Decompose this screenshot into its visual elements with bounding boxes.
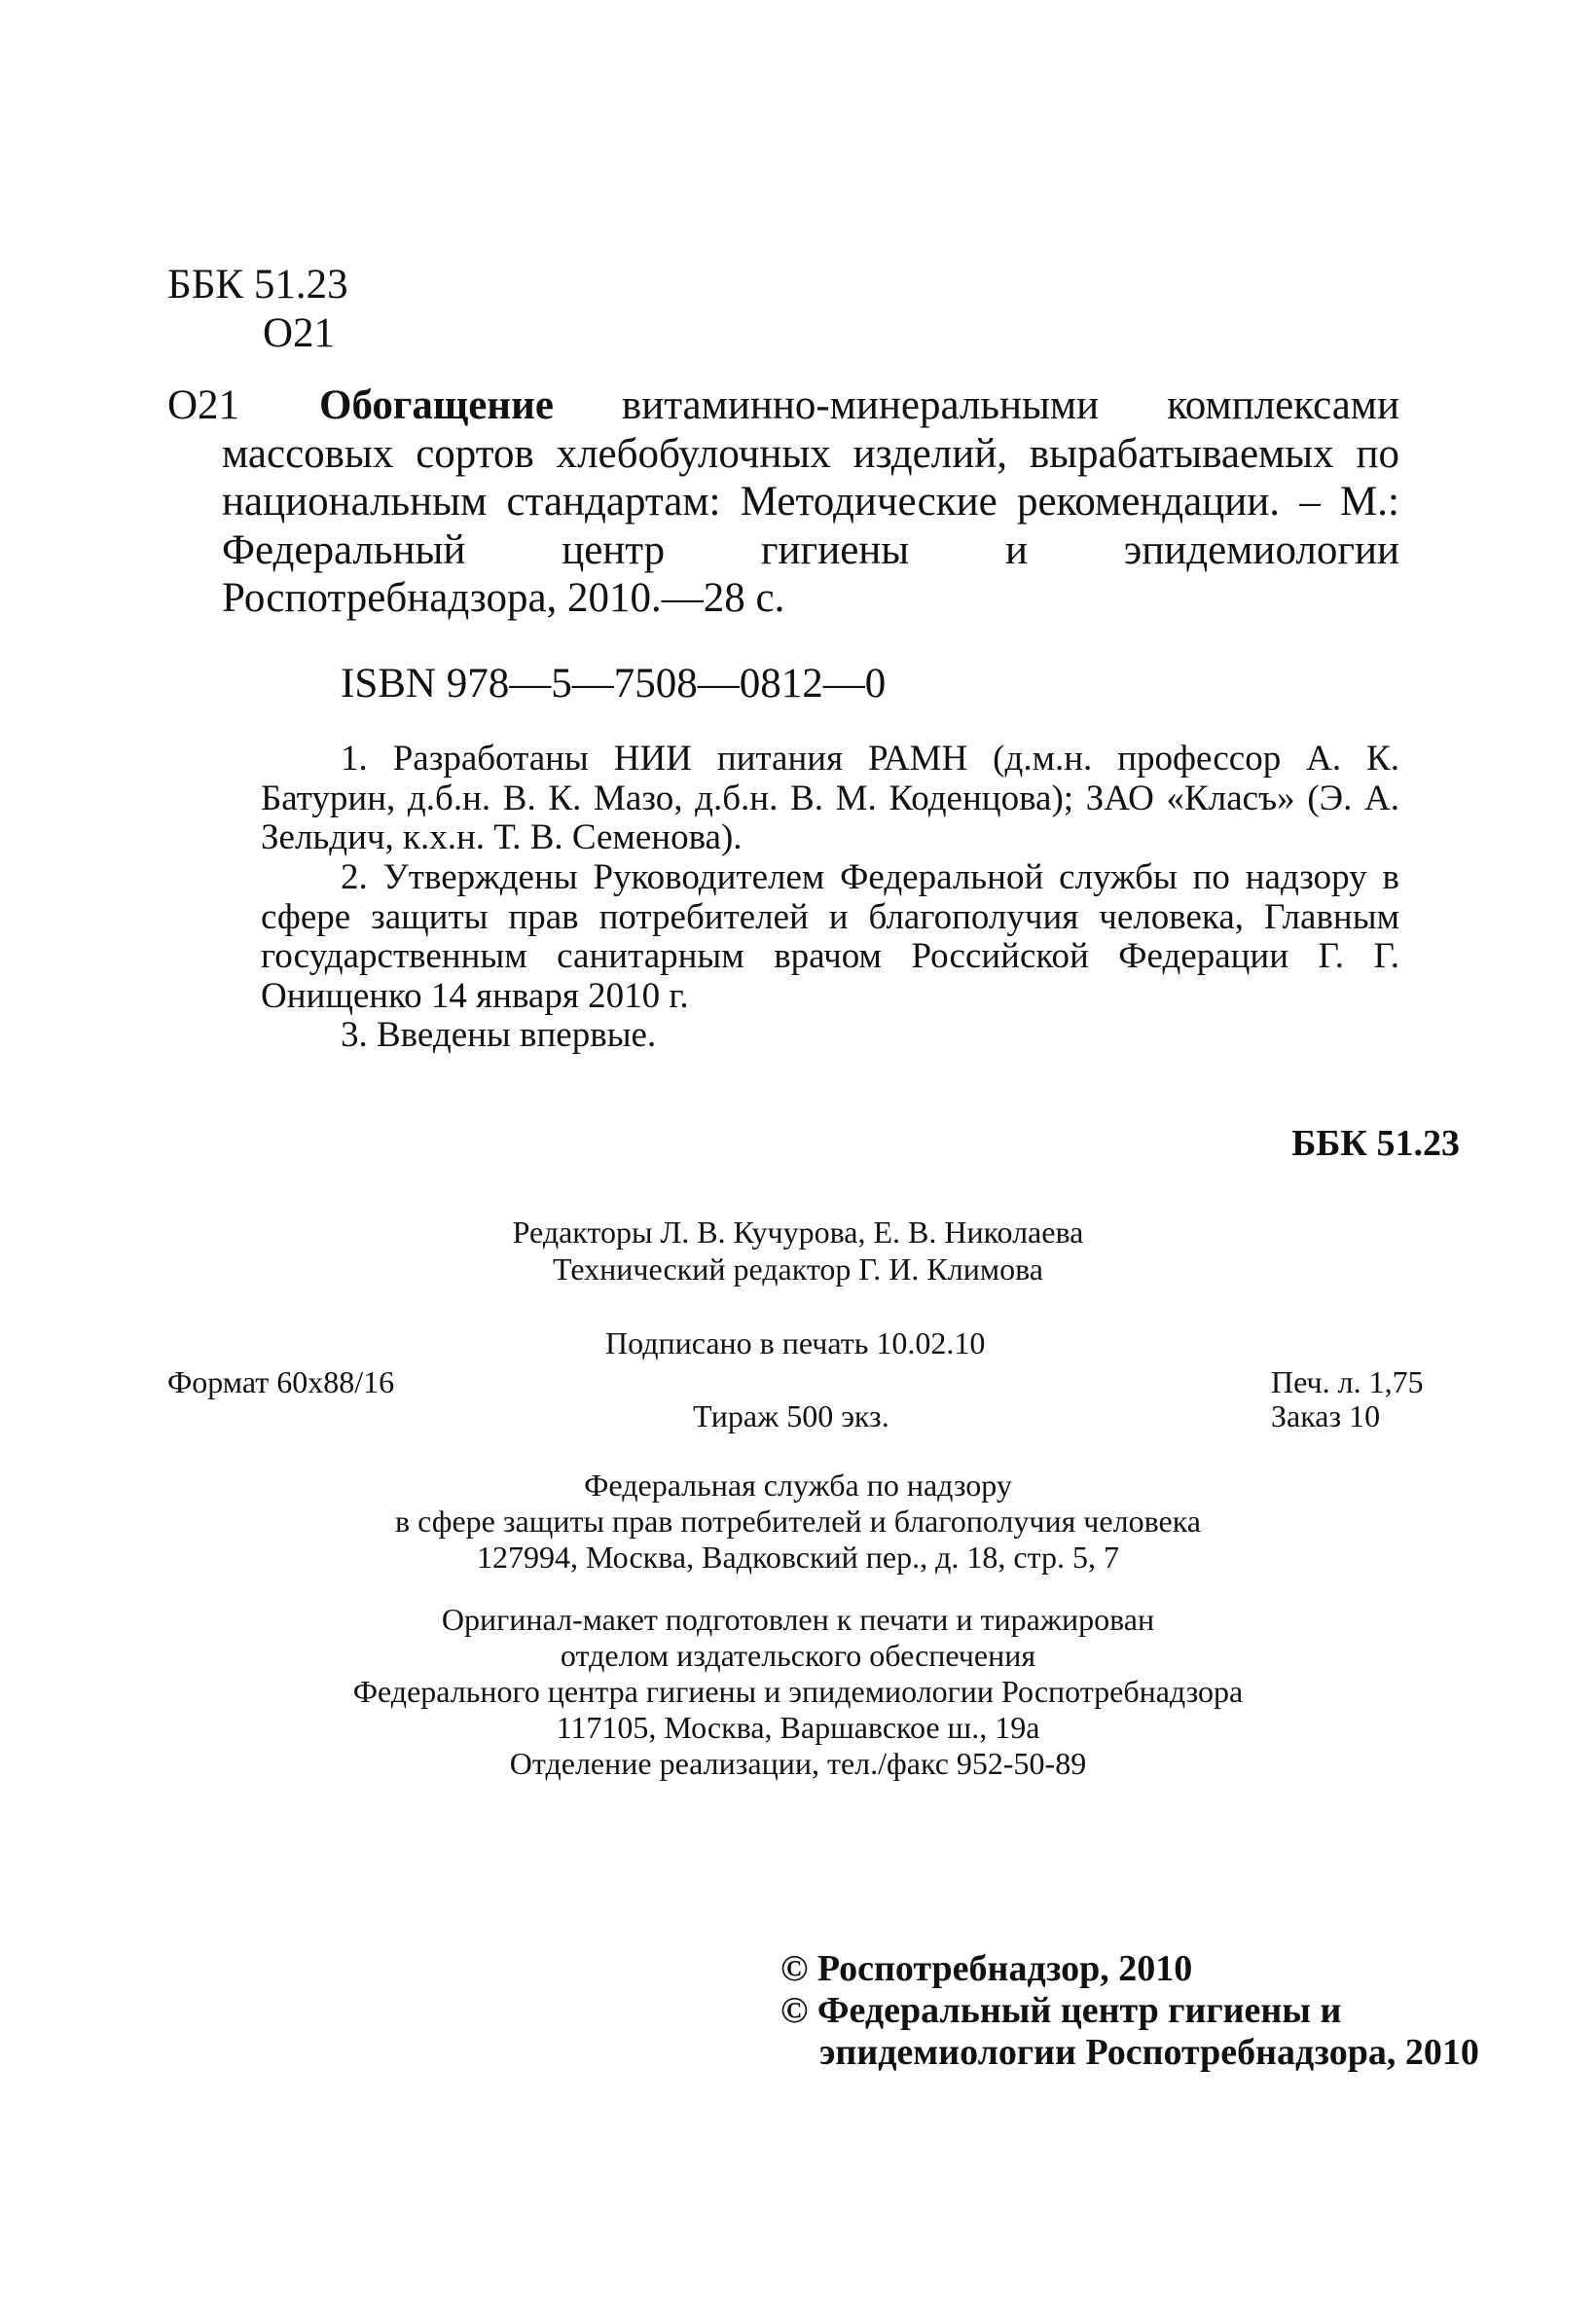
entry-title-rest: витаминно-минеральными комплексами массовых сортов хлебобулочных изделий, вырабатываемых по национальным стандартам: Методические рекомендации. – М.: Федеральный центр гигиены и эпидемиологии Роспотребнадзора, 2010.—28 с. — [222, 382, 1399, 621]
printer-line-1: Оригинал-макет подготовлен к печати и тиражирован — [441, 1602, 1155, 1637]
note-3: 3. Введены впервые. — [341, 1015, 657, 1055]
entry-text — [222, 381, 1399, 623]
tech-editor: Технический редактор Г. И. Климова — [553, 1251, 1043, 1287]
printer-line-3: Федерального центра гигиены и эпидемиологии Роспотребнадзора — [352, 1674, 1244, 1709]
print-run: Тираж 500 экз. — [693, 1398, 889, 1433]
printed-sheets: Печ. л. 1,75 — [1271, 1364, 1424, 1399]
publisher-line-3: 127994, Москва, Вадковский пер., д. 18, стр. 5, 7 — [477, 1540, 1119, 1575]
signed-to-print: Подписано в печать 10.02.10 — [605, 1325, 986, 1360]
editors: Редакторы Л. В. Кучурова, Е. В. Николаева — [512, 1214, 1084, 1250]
copyright-line-2: © Федеральный центр гигиены и — [780, 1990, 1342, 2031]
printer-line-2: отделом издательского обеспечения — [560, 1638, 1036, 1673]
order-number: Заказ 10 — [1271, 1398, 1381, 1433]
note-2: 2. Утверждены Руководителем Федеральной службы по надзору в сфере защиты прав потребителей и благополучия человека, Главным государственным санитарным врачом Российской Федерации Г. Г. Онищенко 14 января 2010 г. — [261, 857, 1399, 1016]
printer-line-5: Отделение реализации, тел./факс 952-50-89 — [509, 1746, 1087, 1781]
copyright-line-3: эпидемиологии Роспотребнадзора, 2010 — [819, 2032, 1479, 2073]
bbk-top: ББК 51.23 — [167, 262, 348, 308]
entry-title-bold: Обогащение — [319, 382, 554, 428]
note-1: 1. Разработаны НИИ питания РАМН (д.м.н. профессор А. К. Батурин, д.б.н. В. К. Мазо, д.б.н. В. М. Коденцова); ЗАО «Класъ» (Э. А. Зельдич, к.х.н. Т. В. Семенова). — [261, 739, 1399, 857]
entry-code: О21 — [167, 382, 240, 428]
bbk-bottom: ББК 51.23 — [1291, 1123, 1460, 1164]
code-top: О21 — [263, 310, 336, 356]
printer-line-4: 117105, Москва, Варшавское ш., 19а — [556, 1710, 1040, 1745]
publisher-line-1: Федеральная служба по надзору — [584, 1468, 1012, 1503]
isbn: ISBN 978—5—7508—0812—0 — [341, 661, 887, 707]
format: Формат 60x88/16 — [167, 1364, 395, 1399]
publisher-line-2: в сфере защиты прав потребителей и благополучия человека — [395, 1504, 1201, 1539]
copyright-line-1: © Роспотребнадзор, 2010 — [780, 1948, 1193, 1989]
